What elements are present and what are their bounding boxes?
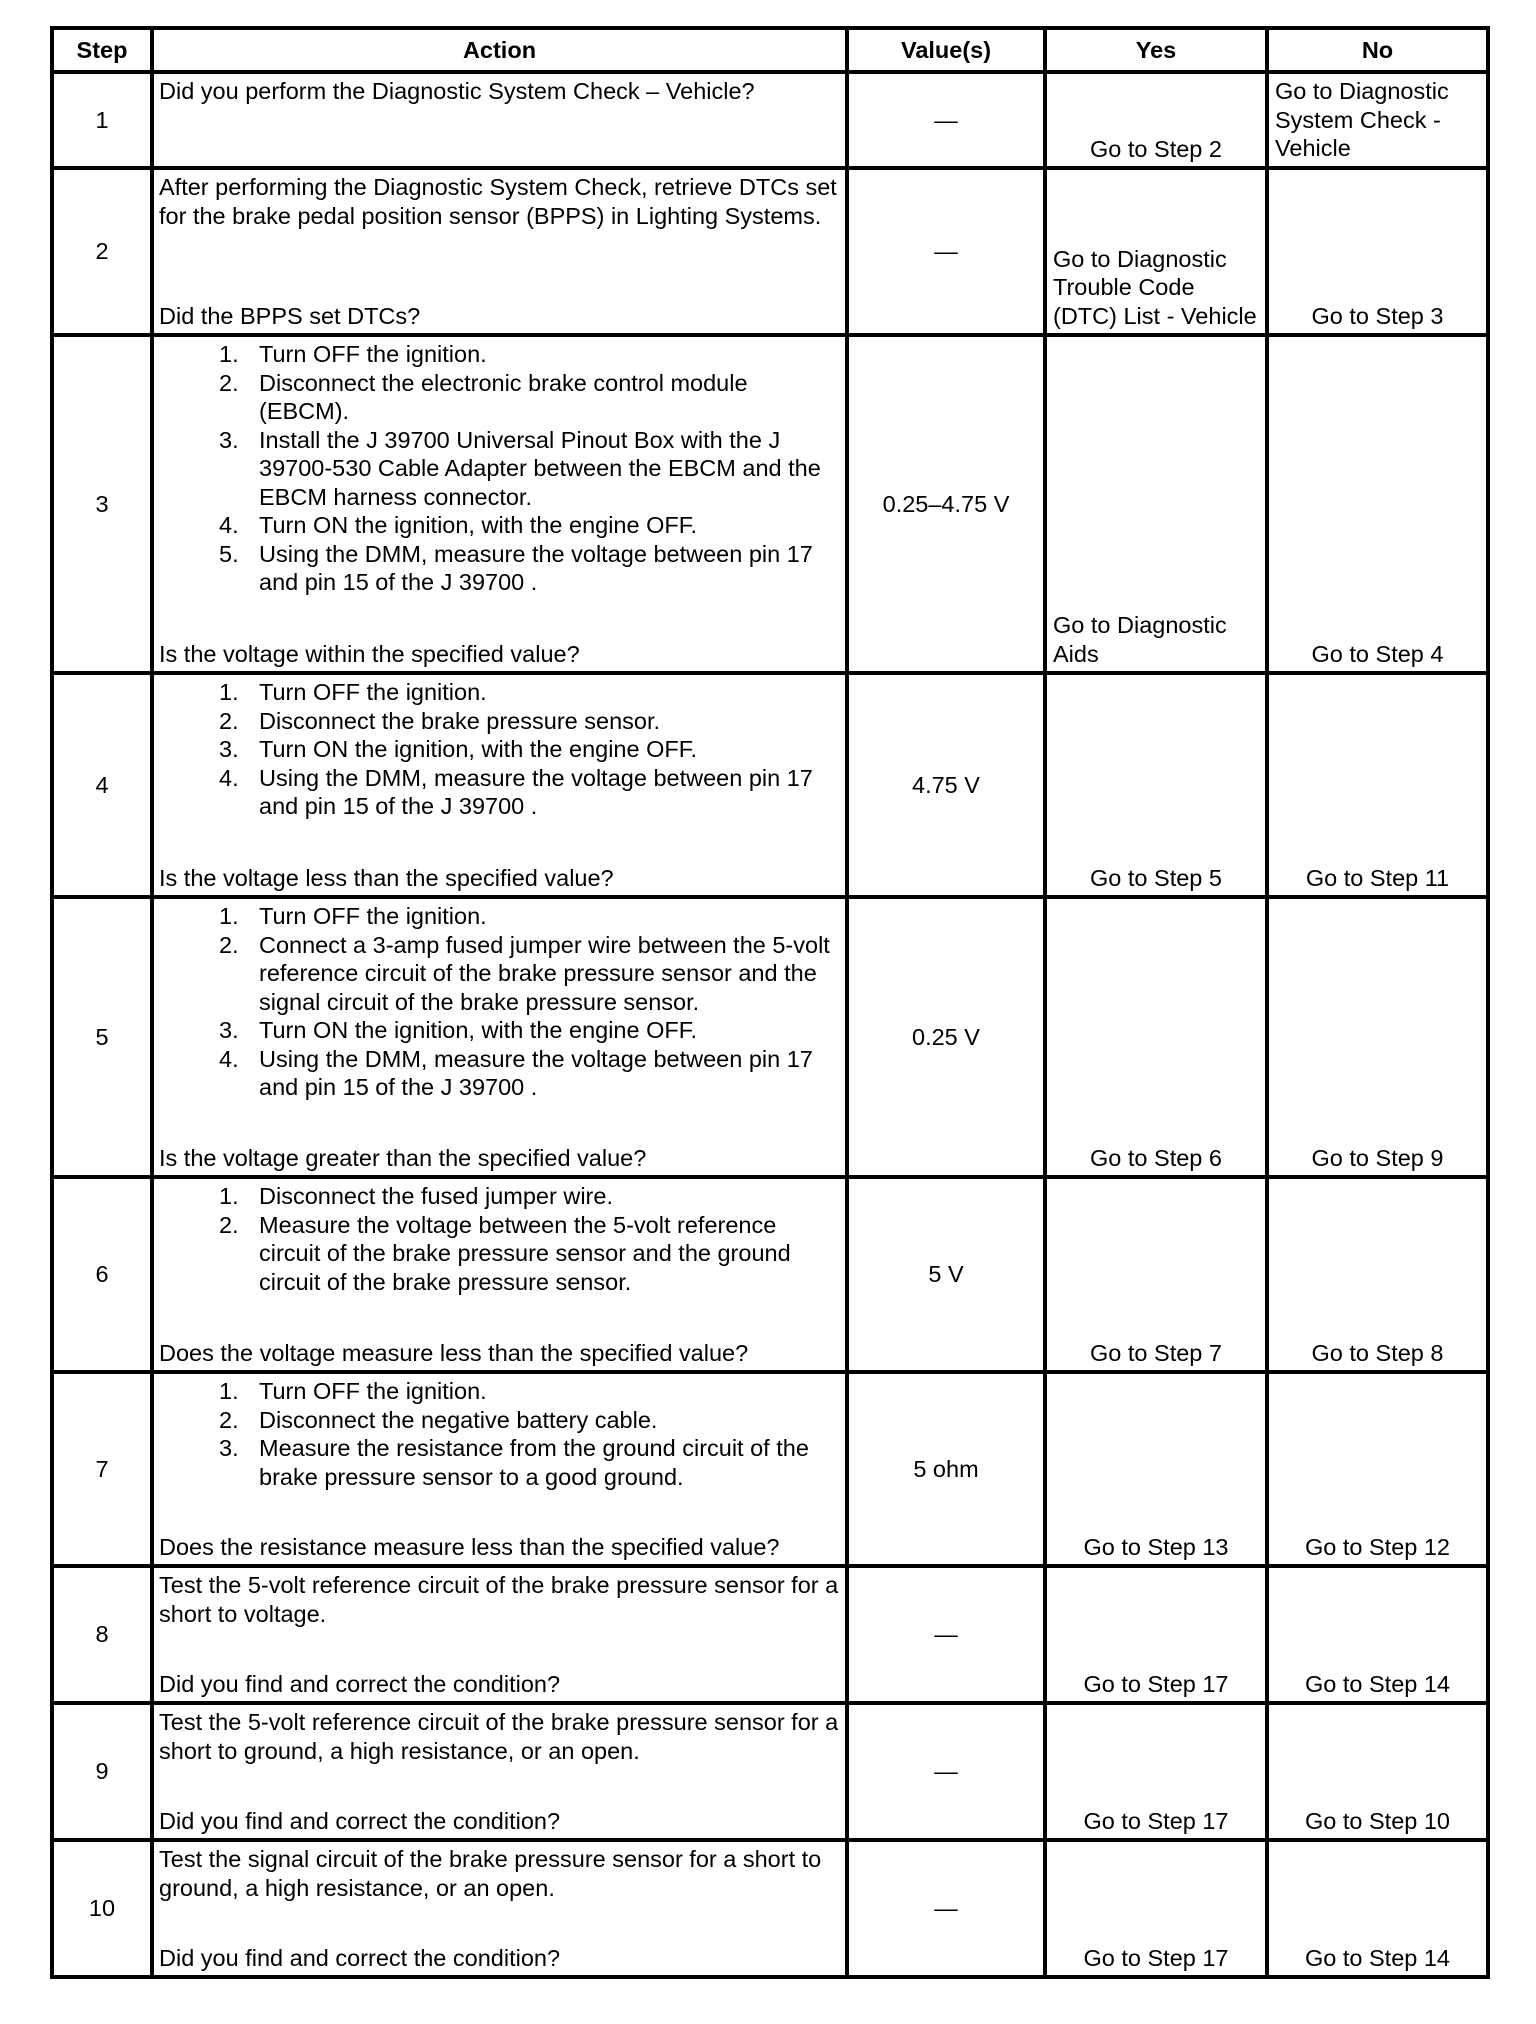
- procedure-step: 2. Disconnect the brake pressure sensor.: [219, 707, 661, 734]
- value-cell: —: [847, 1703, 1045, 1840]
- procedure-list: [159, 678, 841, 821]
- procedure-list: [159, 340, 841, 597]
- diagnostic-table: [50, 26, 1490, 1979]
- yes-cell: Go to Step 13: [1045, 1372, 1267, 1566]
- action-question: Is the voltage within the specified value?: [159, 640, 580, 667]
- procedure-step: 2. Connect a 3-amp fused jumper wire between the 5-volt reference circuit of the brake pressure sensor and the signal circuit of the brake pressure sensor.: [219, 931, 830, 1015]
- no-cell: Go to Step 9: [1267, 897, 1488, 1177]
- action-text: Did you perform the Diagnostic System Check – Vehicle?: [159, 78, 755, 104]
- action-text: After performing the Diagnostic System Check, retrieve DTCs set for the brake pedal position sensor (BPPS) in Lighting Systems.: [159, 174, 837, 229]
- action-question: Does the voltage measure less than the specified value?: [159, 1339, 749, 1366]
- value-cell: —: [847, 168, 1045, 335]
- procedure-step: 4. Using the DMM, measure the voltage between pin 17 and pin 15 of the J 39700 .: [219, 764, 813, 819]
- procedure-step: 3. Turn ON the ignition, with the engine OFF.: [219, 1017, 698, 1043]
- procedure-step: 4. Turn ON the ignition, with the engine OFF.: [219, 512, 698, 538]
- procedure-list: [159, 1377, 841, 1491]
- yes-cell: Go to Diagnostic Trouble Code (DTC) List - Vehicle: [1045, 168, 1267, 335]
- procedure-step: 4. Using the DMM, measure the voltage between pin 17 and pin 15 of the J 39700 .: [219, 1045, 813, 1100]
- no-cell: Go to Step 3: [1267, 168, 1488, 335]
- step-number: 7: [52, 1372, 152, 1566]
- no-cell: Go to Step 14: [1267, 1566, 1488, 1703]
- action-question: Is the voltage greater than the specified value?: [159, 1144, 647, 1171]
- no-cell: Go to Step 14: [1267, 1840, 1488, 1977]
- action-cell: [152, 897, 847, 1177]
- action-question: Did the BPPS set DTCs?: [159, 302, 421, 329]
- table-row: [52, 1840, 1488, 1977]
- table-row: [52, 72, 1488, 168]
- yes-cell: Go to Step 7: [1045, 1177, 1267, 1372]
- procedure-step: 1. Turn OFF the ignition.: [219, 1378, 487, 1404]
- header-row: [52, 28, 1488, 72]
- table-row: [52, 335, 1488, 673]
- procedure-step: 3. Turn ON the ignition, with the engine OFF.: [219, 736, 698, 762]
- table-row: [52, 1372, 1488, 1566]
- procedure-list: [159, 1182, 841, 1296]
- value-cell: —: [847, 1840, 1045, 1977]
- step-number: 4: [52, 673, 152, 897]
- table-row: [52, 1703, 1488, 1840]
- value-cell: 5 ohm: [847, 1372, 1045, 1566]
- action-text: Test the 5-volt reference circuit of the brake pressure sensor for a short to voltage.: [159, 1572, 839, 1627]
- procedure-step: 1. Turn OFF the ignition.: [219, 679, 487, 705]
- action-question: Did you find and correct the condition?: [159, 1807, 561, 1834]
- action-cell: [152, 335, 847, 673]
- header-no: No: [1267, 28, 1488, 72]
- value-cell: —: [847, 1566, 1045, 1703]
- procedure-step: 2. Disconnect the electronic brake control module (EBCM).: [219, 369, 748, 424]
- yes-cell: Go to Step 6: [1045, 897, 1267, 1177]
- step-number: 9: [52, 1703, 152, 1840]
- procedure-step: 1. Turn OFF the ignition.: [219, 903, 487, 929]
- step-number: 5: [52, 897, 152, 1177]
- procedure-step: 2. Disconnect the negative battery cable.: [219, 1406, 658, 1433]
- table-row: [52, 897, 1488, 1177]
- action-cell: [152, 673, 847, 897]
- header-action: Action: [152, 28, 847, 72]
- step-number: 1: [52, 72, 152, 168]
- no-cell: Go to Step 8: [1267, 1177, 1488, 1372]
- action-cell: [152, 1703, 847, 1840]
- value-cell: 0.25–4.75 V: [847, 335, 1045, 673]
- no-cell: Go to Step 4: [1267, 335, 1488, 673]
- action-cell: [152, 72, 847, 168]
- value-cell: 0.25 V: [847, 897, 1045, 1177]
- value-cell: 5 V: [847, 1177, 1045, 1372]
- action-cell: [152, 1372, 847, 1566]
- value-cell: 4.75 V: [847, 673, 1045, 897]
- yes-cell: Go to Step 2: [1045, 72, 1267, 168]
- procedure-step: 3. Measure the resistance from the ground circuit of the brake pressure sensor to a good ground.: [219, 1435, 809, 1490]
- yes-cell: Go to Diagnostic Aids: [1045, 335, 1267, 673]
- procedure-list: [159, 902, 841, 1102]
- step-number: 8: [52, 1566, 152, 1703]
- header-step: Step: [52, 28, 152, 72]
- yes-cell: Go to Step 17: [1045, 1840, 1267, 1977]
- action-text: Test the 5-volt reference circuit of the brake pressure sensor for a short to ground, a high resistance, or an open.: [159, 1709, 839, 1764]
- procedure-step: 3. Install the J 39700 Universal Pinout Box with the J 39700-530 Cable Adapter between the EBCM and the EBCM harness connector.: [219, 426, 821, 510]
- no-cell: Go to Step 11: [1267, 673, 1488, 897]
- procedure-step: 1. Turn OFF the ignition.: [219, 341, 487, 367]
- table-row: [52, 1566, 1488, 1703]
- header-values: Value(s): [847, 28, 1045, 72]
- action-cell: [152, 1840, 847, 1977]
- action-cell: [152, 1177, 847, 1372]
- procedure-step: 1. Disconnect the fused jumper wire.: [219, 1183, 613, 1209]
- value-cell: —: [847, 72, 1045, 168]
- procedure-step: 5. Using the DMM, measure the voltage between pin 17 and pin 15 of the J 39700 .: [219, 540, 813, 595]
- step-number: 3: [52, 335, 152, 673]
- table-row: [52, 168, 1488, 335]
- yes-cell: Go to Step 5: [1045, 673, 1267, 897]
- procedure-step: 2. Measure the voltage between the 5-volt reference circuit of the brake pressure sensor and the ground circuit of the brake pressure sensor.: [219, 1211, 791, 1295]
- action-text: Test the signal circuit of the brake pressure sensor for a short to ground, a high resistance, or an open.: [159, 1846, 822, 1901]
- table-row: [52, 673, 1488, 897]
- no-cell: Go to Step 12: [1267, 1372, 1488, 1566]
- action-cell: [152, 1566, 847, 1703]
- step-number: 6: [52, 1177, 152, 1372]
- action-question: Does the resistance measure less than the specified value?: [159, 1533, 780, 1560]
- step-number: 2: [52, 168, 152, 335]
- no-cell: Go to Diagnostic System Check - Vehicle: [1267, 72, 1488, 168]
- header-yes: Yes: [1045, 28, 1267, 72]
- action-question: Did you find and correct the condition?: [159, 1944, 561, 1971]
- no-cell: Go to Step 10: [1267, 1703, 1488, 1840]
- yes-cell: Go to Step 17: [1045, 1703, 1267, 1840]
- action-cell: [152, 168, 847, 335]
- action-question: Is the voltage less than the specified value?: [159, 864, 614, 891]
- action-question: Did you find and correct the condition?: [159, 1670, 561, 1697]
- yes-cell: Go to Step 17: [1045, 1566, 1267, 1703]
- step-number: 10: [52, 1840, 152, 1977]
- table-row: [52, 1177, 1488, 1372]
